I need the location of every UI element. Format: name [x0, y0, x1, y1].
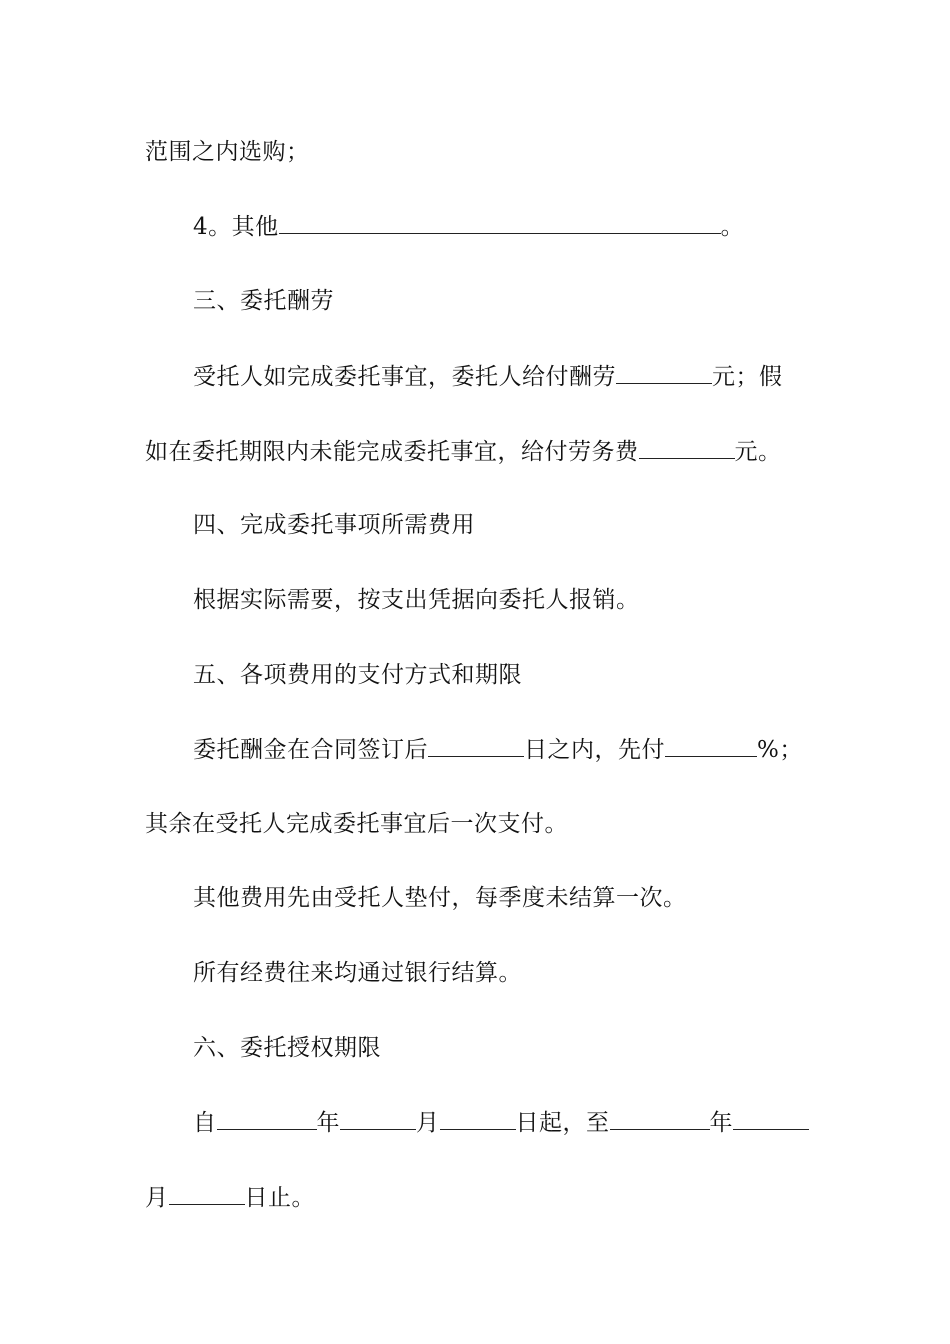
blank-start-month: [340, 1102, 416, 1130]
paragraph-scope-continuation: [145, 132, 825, 172]
text-scope: 范围之内选购；: [145, 139, 310, 165]
heading-payment: 五、各项费用的支付方式和期限: [193, 662, 522, 688]
text-payment-c: %；: [757, 737, 803, 763]
text-remuneration-b: 元；假: [712, 364, 783, 390]
item-4-label: 4。其他: [193, 214, 279, 240]
blank-remuneration: [616, 356, 712, 384]
paragraph-payment-1: [193, 729, 873, 769]
paragraph-term-1: [193, 1102, 873, 1142]
blank-service-fee: [639, 431, 735, 459]
section-heading-expenses: [193, 505, 873, 545]
blank-end-year: [610, 1102, 710, 1130]
section-heading-term: [193, 1028, 873, 1068]
text-term-day-to: 日起，至: [515, 1110, 610, 1136]
blank-payment-percent: [665, 729, 757, 757]
text-payment-rest: 其余在受托人完成委托事宜后一次支付。: [145, 811, 568, 837]
text-term-end-year: 年: [709, 1110, 733, 1136]
paragraph-remuneration-2: [145, 431, 825, 471]
paragraph-expenses: [193, 580, 873, 620]
item-4-end: 。: [720, 214, 745, 240]
text-payment-b: 日之内，先付: [524, 737, 665, 763]
text-term-from: 自: [193, 1110, 217, 1136]
heading-term: 六、委托授权期限: [193, 1035, 381, 1061]
heading-remuneration: 三、委托酬劳: [193, 288, 334, 314]
section-heading-payment: [193, 655, 873, 695]
text-term-end: 日止。: [244, 1185, 315, 1211]
text-payment-a: 委托酬金在合同签订后: [193, 737, 428, 763]
paragraph-bank-settlement: [193, 953, 873, 993]
heading-expenses: 四、完成委托事项所需费用: [193, 512, 475, 538]
paragraph-term-2: [145, 1177, 825, 1217]
blank-end-month: [733, 1102, 809, 1130]
text-term-month: 月: [416, 1110, 440, 1136]
section-heading-remuneration: [193, 281, 873, 321]
text-other-costs: 其他费用先由受托人垫付，每季度未结算一次。: [193, 885, 687, 911]
blank-start-day: [440, 1102, 516, 1130]
text-remuneration-a: 受托人如完成委托事宜，委托人给付酬劳: [193, 364, 616, 390]
blank-other: [279, 206, 721, 234]
text-bank-settlement: 所有经费往来均通过银行结算。: [193, 960, 522, 986]
blank-start-year: [217, 1102, 317, 1130]
paragraph-payment-2: [145, 804, 825, 844]
paragraph-remuneration-1: [193, 356, 873, 396]
text-service-fee-a: 如在委托期限内未能完成委托事宜，给付劳务费: [145, 439, 639, 465]
text-term-year: 年: [316, 1110, 340, 1136]
blank-payment-days: [428, 729, 524, 757]
text-expenses: 根据实际需要，按支出凭据向委托人报销。: [193, 587, 640, 613]
text-term-end-month: 月: [145, 1185, 169, 1211]
item-4-other: [193, 206, 873, 246]
blank-end-day: [169, 1177, 245, 1205]
paragraph-other-costs: [193, 878, 873, 918]
text-service-fee-b: 元。: [734, 439, 782, 465]
